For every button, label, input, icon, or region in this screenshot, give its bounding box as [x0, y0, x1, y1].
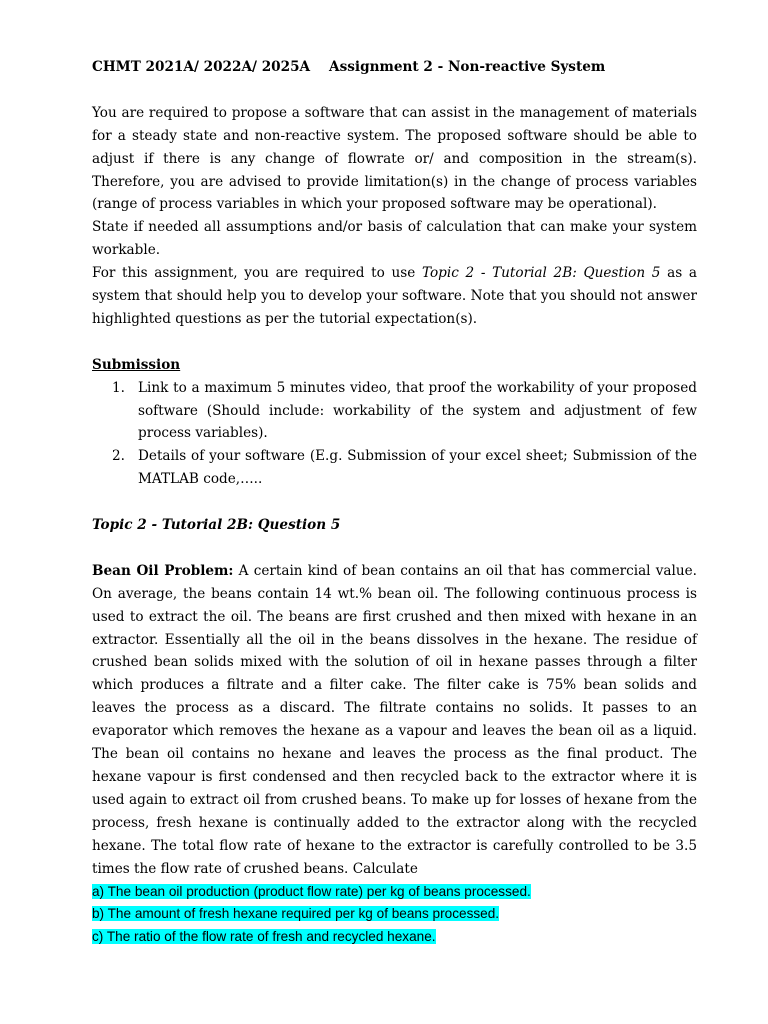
question-part-a — [92, 881, 697, 904]
document-title — [92, 56, 697, 79]
question-heading: Topic 2 - Tutorial 2B: Question 5 — [92, 517, 341, 534]
submission-heading: Submission — [92, 356, 181, 373]
submission-list — [92, 377, 697, 492]
question-part-b — [92, 903, 697, 926]
intro-paragraph-3 — [92, 262, 697, 331]
course-code: CHMT 2021A/ 2022A/ 2025A — [92, 59, 311, 75]
list-item — [112, 445, 697, 491]
problem-text: A certain kind of bean contains an oil that has commercial value. On average, the beans contain 14 wt.% bean oil. The following continuous process is used to extract the oil. The beans are first crushed and then mixed with hexane in an extractor. Essentially all the oil in the beans dissolves in the hexane. The residue of crushed bean solids mixed with the solution of oil in hexane passes through a filter which produces a filtrate and a filter cake. The filter cake is 75% bean solids and leaves the process as a discard. The filtrate contains no solids. It passes to an evaporator which removes the hexane as a vapour and leaves the bean oil as a liquid. The bean oil contains no hexane and leaves the process as the final product. The hexane vapour is first condensed and then recycled back to the extractor where it is used again to extract oil from crushed beans. To make up for losses of hexane from the process, fresh hexane is continually added to the extractor along with the recycled hexane. The total flow rate of hexane to the extractor is carefully controlled to be 3.5 times the flow rate of crushed beans. Calculate — [92, 562, 698, 877]
highlighted-text: a) The bean oil production (product flow rate) per kg of beans processed. — [92, 883, 531, 899]
list-item — [112, 377, 697, 446]
document-page — [92, 56, 697, 949]
intro-p3-before: For this assignment, you are required to use — [92, 265, 422, 282]
question-reference: Topic 2 - Tutorial 2B: Question 5 — [421, 265, 661, 282]
highlighted-text: c) The ratio of the flow rate of fresh and recycled hexane. — [92, 929, 436, 945]
spacer — [92, 537, 697, 560]
list-number: 2. — [112, 448, 125, 465]
list-text: Details of your software (E.g. Submission of your excel sheet; Submission of the MATLAB code,….. — [138, 448, 697, 488]
spacer — [92, 491, 697, 514]
spacer — [92, 79, 697, 102]
list-number: 1. — [112, 379, 125, 396]
list-text: Link to a maximum 5 minutes video, that proof the workability of your proposed software (Should include: workability of the system and adjustment of few process variables). — [138, 379, 697, 442]
problem-label: Bean Oil Problem: — [92, 562, 234, 579]
assignment-title: Assignment 2 - Non-reactive System — [329, 59, 606, 75]
spacer — [92, 331, 697, 354]
intro-p3-after: as a system that should help you to develop your software. Note that you should not answer highlighted questions as per the tutorial expectation(s). — [92, 265, 697, 327]
question-part-c — [92, 926, 697, 949]
problem-paragraph — [92, 560, 697, 881]
highlighted-text: b) The amount of fresh hexane required per kg of beans processed. — [92, 906, 500, 922]
intro-paragraph-2: State if needed all assumptions and/or basis of calculation that can make your system workable. — [92, 219, 697, 259]
intro-paragraph-1: You are required to propose a software that can assist in the management of materials for a steady state and non-reactive system. The proposed software should be able to adjust if there is any change of flowrate or/ and composition in the stream(s). Therefore, you are advised to provide limitation(s) in the change of process variables (range of process variables in which your proposed software may be operational). — [92, 104, 697, 213]
